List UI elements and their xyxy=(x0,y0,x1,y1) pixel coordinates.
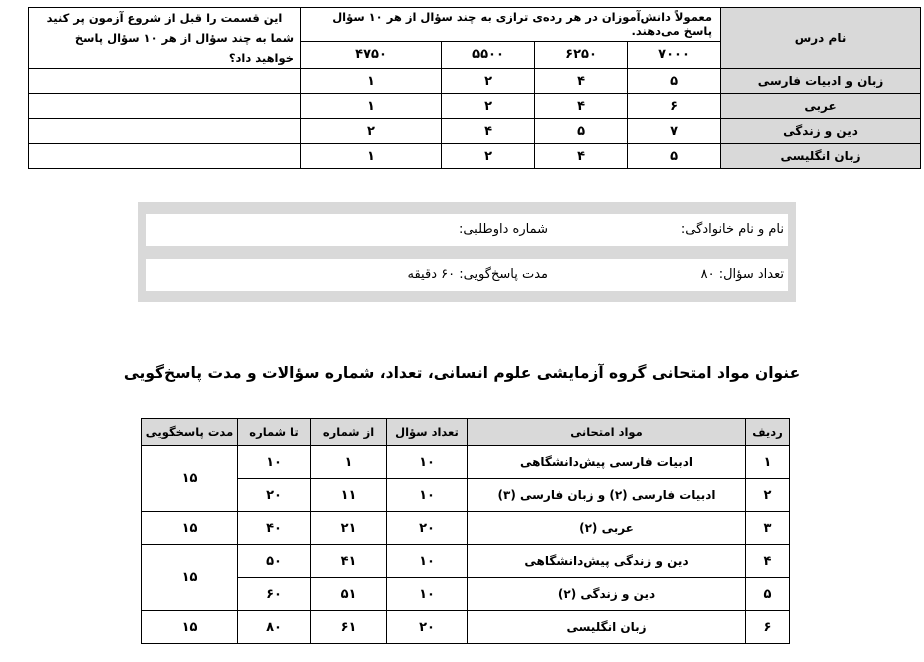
question-count: ۱۰ xyxy=(387,545,468,578)
row-number: ۳ xyxy=(746,512,790,545)
to-number: ۵۰ xyxy=(238,545,311,578)
question-count: تعداد سؤال: ۸۰ xyxy=(700,267,784,282)
table-row xyxy=(142,446,790,479)
subject-header: نام درس xyxy=(721,8,921,69)
from-number: ۵۱ xyxy=(311,578,387,611)
note-line-1: این قسمت را قبل از شروع آزمون پر کنید xyxy=(46,11,283,25)
level-value: ۴ xyxy=(535,94,628,119)
header-subject: مواد امتحانی xyxy=(468,419,746,446)
to-number: ۶۰ xyxy=(238,578,311,611)
question-count: ۲۰ xyxy=(387,512,468,545)
self-estimate-field[interactable] xyxy=(29,94,301,119)
level-value: ۲ xyxy=(442,69,535,94)
level-value: ۱ xyxy=(301,69,442,94)
table-row xyxy=(29,94,921,119)
score-level-table xyxy=(28,7,921,169)
level-header: ۵۵۰۰ xyxy=(442,41,535,68)
level-header: ۷۰۰۰ xyxy=(628,41,721,68)
level-value: ۲ xyxy=(301,119,442,144)
subject-name: دین و زندگی xyxy=(721,119,921,144)
performance-header: معمولاً دانش‌آموزان در هر رده‌ی ترازی به چند سؤال از هر ۱۰ سؤال پاسخ می‌دهند. xyxy=(301,8,721,42)
subject-name: ادبیات فارسی (۲) و زبان فارسی (۳) xyxy=(468,479,746,512)
from-number: ۲۱ xyxy=(311,512,387,545)
self-estimate-field[interactable] xyxy=(29,144,301,169)
level-value: ۴ xyxy=(535,144,628,169)
table-row xyxy=(142,479,790,512)
note-line-2: شما به چند سؤال از هر ۱۰ سؤال پاسخ خواهید داد؟ xyxy=(74,31,294,65)
table-row xyxy=(29,119,921,144)
to-number: ۴۰ xyxy=(238,512,311,545)
subject-name: عربی (۲) xyxy=(468,512,746,545)
subject-name: زبان انگلیسی xyxy=(721,144,921,169)
level-value: ۲ xyxy=(442,144,535,169)
self-estimate-field[interactable] xyxy=(29,119,301,144)
level-value: ۲ xyxy=(442,94,535,119)
self-estimate-field[interactable] xyxy=(29,69,301,94)
answer-duration: مدت پاسخ‌گویی: ۶۰ دقیقه xyxy=(407,267,548,282)
level-value: ۱ xyxy=(301,94,442,119)
duration-value: ۱۵ xyxy=(142,512,238,545)
duration-value: ۱۵ xyxy=(142,545,238,611)
page-title: عنوان مواد امتحانی گروه آزمایشی علوم انسانی، تعداد، شماره سؤالات و مدت پاسخ‌گویی xyxy=(123,364,801,382)
subject-name: زبان انگلیسی xyxy=(468,611,746,644)
row-number: ۲ xyxy=(746,479,790,512)
to-number: ۲۰ xyxy=(238,479,311,512)
subject-name: دین و زندگی (۲) xyxy=(468,578,746,611)
level-value: ۴ xyxy=(535,69,628,94)
level-value: ۴ xyxy=(442,119,535,144)
duration-value: ۱۵ xyxy=(142,446,238,512)
to-number: ۸۰ xyxy=(238,611,311,644)
from-number: ۴۱ xyxy=(311,545,387,578)
level-header: ۶۲۵۰ xyxy=(535,41,628,68)
name-label: نام و نام خانوادگی: xyxy=(680,222,784,237)
exam-subjects-table xyxy=(141,418,790,644)
candidate-number-label: شماره داوطلبی: xyxy=(458,222,548,237)
question-count: ۱۰ xyxy=(387,578,468,611)
level-header: ۴۷۵۰ xyxy=(301,41,442,68)
subject-name: دین و زندگی پیش‌دانشگاهی xyxy=(468,545,746,578)
duration-value: ۱۵ xyxy=(142,611,238,644)
to-number: ۱۰ xyxy=(238,446,311,479)
header-to: تا شماره xyxy=(238,419,311,446)
level-value: ۵ xyxy=(628,144,721,169)
table-row xyxy=(142,611,790,644)
level-value: ۶ xyxy=(628,94,721,119)
question-count: ۲۰ xyxy=(387,611,468,644)
question-count: ۱۰ xyxy=(387,479,468,512)
candidate-info-box xyxy=(138,202,796,302)
header-count: تعداد سؤال xyxy=(387,419,468,446)
row-number: ۱ xyxy=(746,446,790,479)
subject-name: عربی xyxy=(721,94,921,119)
table-row xyxy=(29,69,921,94)
table-row xyxy=(142,512,790,545)
exam-info-row xyxy=(146,259,788,291)
row-number: ۴ xyxy=(746,545,790,578)
level-value: ۵ xyxy=(535,119,628,144)
self-estimate-note xyxy=(29,8,301,69)
subject-name: ادبیات فارسی پیش‌دانشگاهی xyxy=(468,446,746,479)
question-count: ۱۰ xyxy=(387,446,468,479)
level-value: ۵ xyxy=(628,69,721,94)
header-row-number: ردیف xyxy=(746,419,790,446)
from-number: ۱۱ xyxy=(311,479,387,512)
subject-name: زبان و ادبیات فارسی xyxy=(721,69,921,94)
header-duration: مدت پاسخگویی xyxy=(142,419,238,446)
candidate-name-row[interactable] xyxy=(146,214,788,246)
level-value: ۷ xyxy=(628,119,721,144)
table-row xyxy=(29,144,921,169)
header-from: از شماره xyxy=(311,419,387,446)
row-number: ۵ xyxy=(746,578,790,611)
level-value: ۱ xyxy=(301,144,442,169)
table-row xyxy=(142,545,790,578)
from-number: ۱ xyxy=(311,446,387,479)
from-number: ۶۱ xyxy=(311,611,387,644)
row-number: ۶ xyxy=(746,611,790,644)
table-row xyxy=(142,578,790,611)
